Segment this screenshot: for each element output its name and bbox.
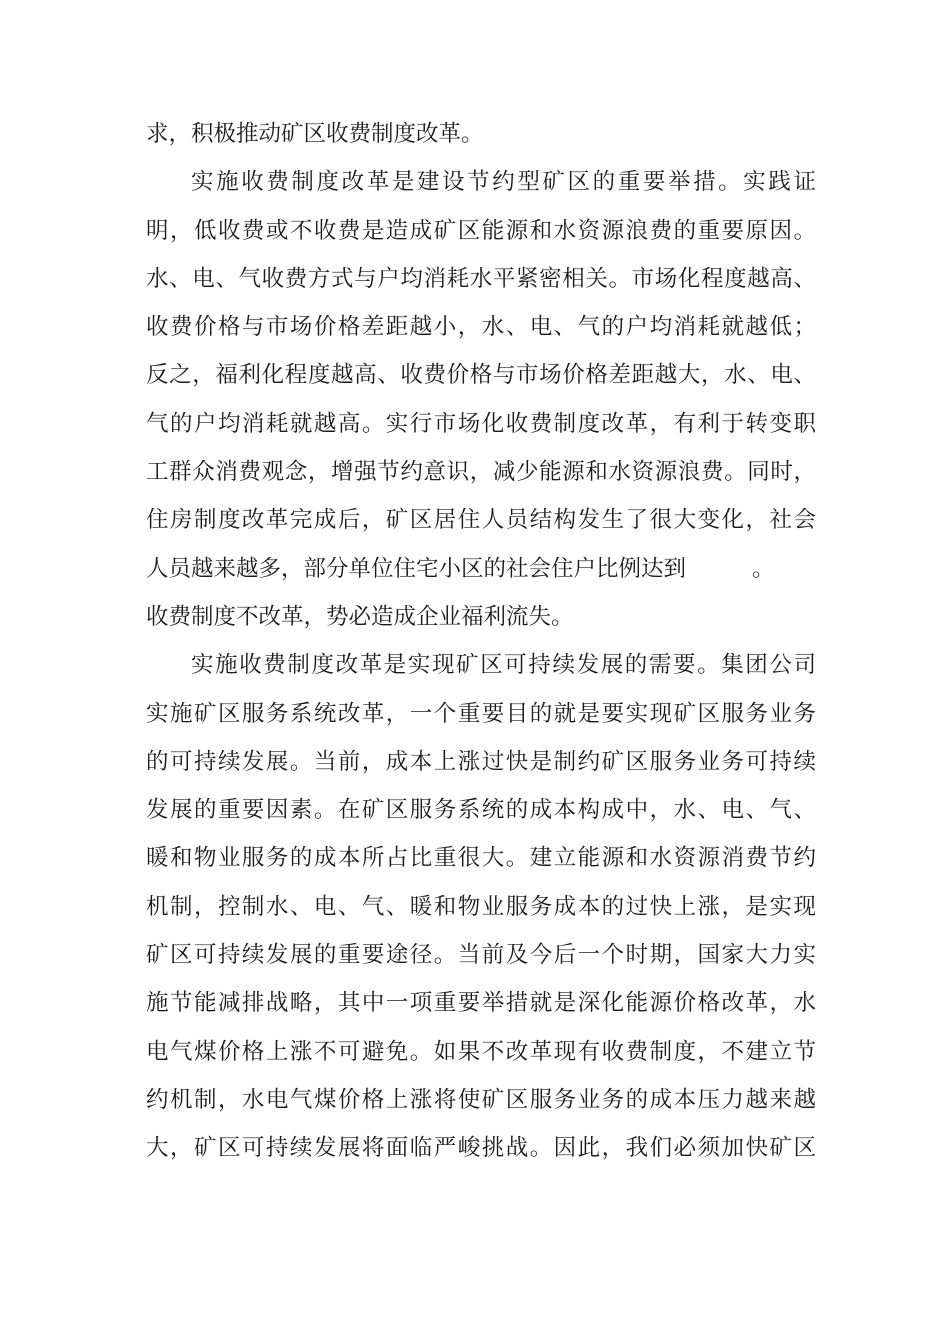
text-line-with-blank <box>146 545 816 593</box>
text-line: 气的户均消耗就越高。实行市场化收费制度改革，有利于转变职 <box>146 410 816 437</box>
text-line: 大，矿区可持续发展将面临严峻挑战。因此，我们必须加快矿区 <box>146 1135 816 1162</box>
text-line: 收费价格与市场价格差距越小，水、电、气的户均消耗就越低； <box>146 314 816 341</box>
text-line: 住房制度改革完成后，矿区居住人员结构发生了很大变化，社会 <box>146 507 816 534</box>
text-line: 施节能减排战略，其中一项重要举措就是深化能源价格改革，水 <box>146 990 816 1017</box>
text-line: 水、电、气收费方式与户均消耗水平紧密相关。市场化程度越高、 <box>146 265 816 292</box>
text-line-main: 人员越来越多，部分单位住宅小区的社会住户比例达到 <box>146 555 687 582</box>
text-line: 收费制度不改革，势必造成企业福利流失。 <box>146 603 574 630</box>
paragraph-first-line: 实施收费制度改革是建设节约型矿区的重要举措。实践证 <box>191 169 816 196</box>
text-line: 矿区可持续发展的重要途径。当前及今后一个时期，国家大力实 <box>146 942 816 969</box>
text-line: 的可持续发展。当前，成本上涨过快是制约矿区服务业务可持续 <box>146 748 816 775</box>
text-line: 暖和物业服务的成本所占比重很大。建立能源和水资源消费节约 <box>146 845 816 872</box>
text-line: 反之，福利化程度越高、收费价格与市场价格差距越大，水、电、 <box>146 362 816 389</box>
paragraph-first-line: 实施收费制度改革是实现矿区可持续发展的需要。集团公司 <box>191 652 816 679</box>
text-line: 求，积极推动矿区收费制度改革。 <box>146 121 484 147</box>
text-line: 工群众消费观念，增强节约意识，减少能源和水资源浪费。同时， <box>146 459 816 486</box>
text-line: 约机制，水电气煤价格上涨将使矿区服务业务的成本压力越来越 <box>146 1086 816 1113</box>
text-line: 发展的重要因素。在矿区服务系统的成本构成中，水、电、气、 <box>146 797 816 824</box>
body-text <box>146 110 816 1173</box>
text-line: 明，低收费或不收费是造成矿区能源和水资源浪费的重要原因。 <box>146 217 816 244</box>
text-line: 电气煤价格上涨不可避免。如果不改革现有收费制度，不建立节 <box>146 1038 816 1065</box>
text-line: 实施矿区服务系统改革，一个重要目的就是要实现矿区服务业务 <box>146 700 816 727</box>
text-line-tail: 。 <box>752 555 775 582</box>
text-line: 机制，控制水、电、气、暖和物业服务成本的过快上涨，是实现 <box>146 893 816 920</box>
